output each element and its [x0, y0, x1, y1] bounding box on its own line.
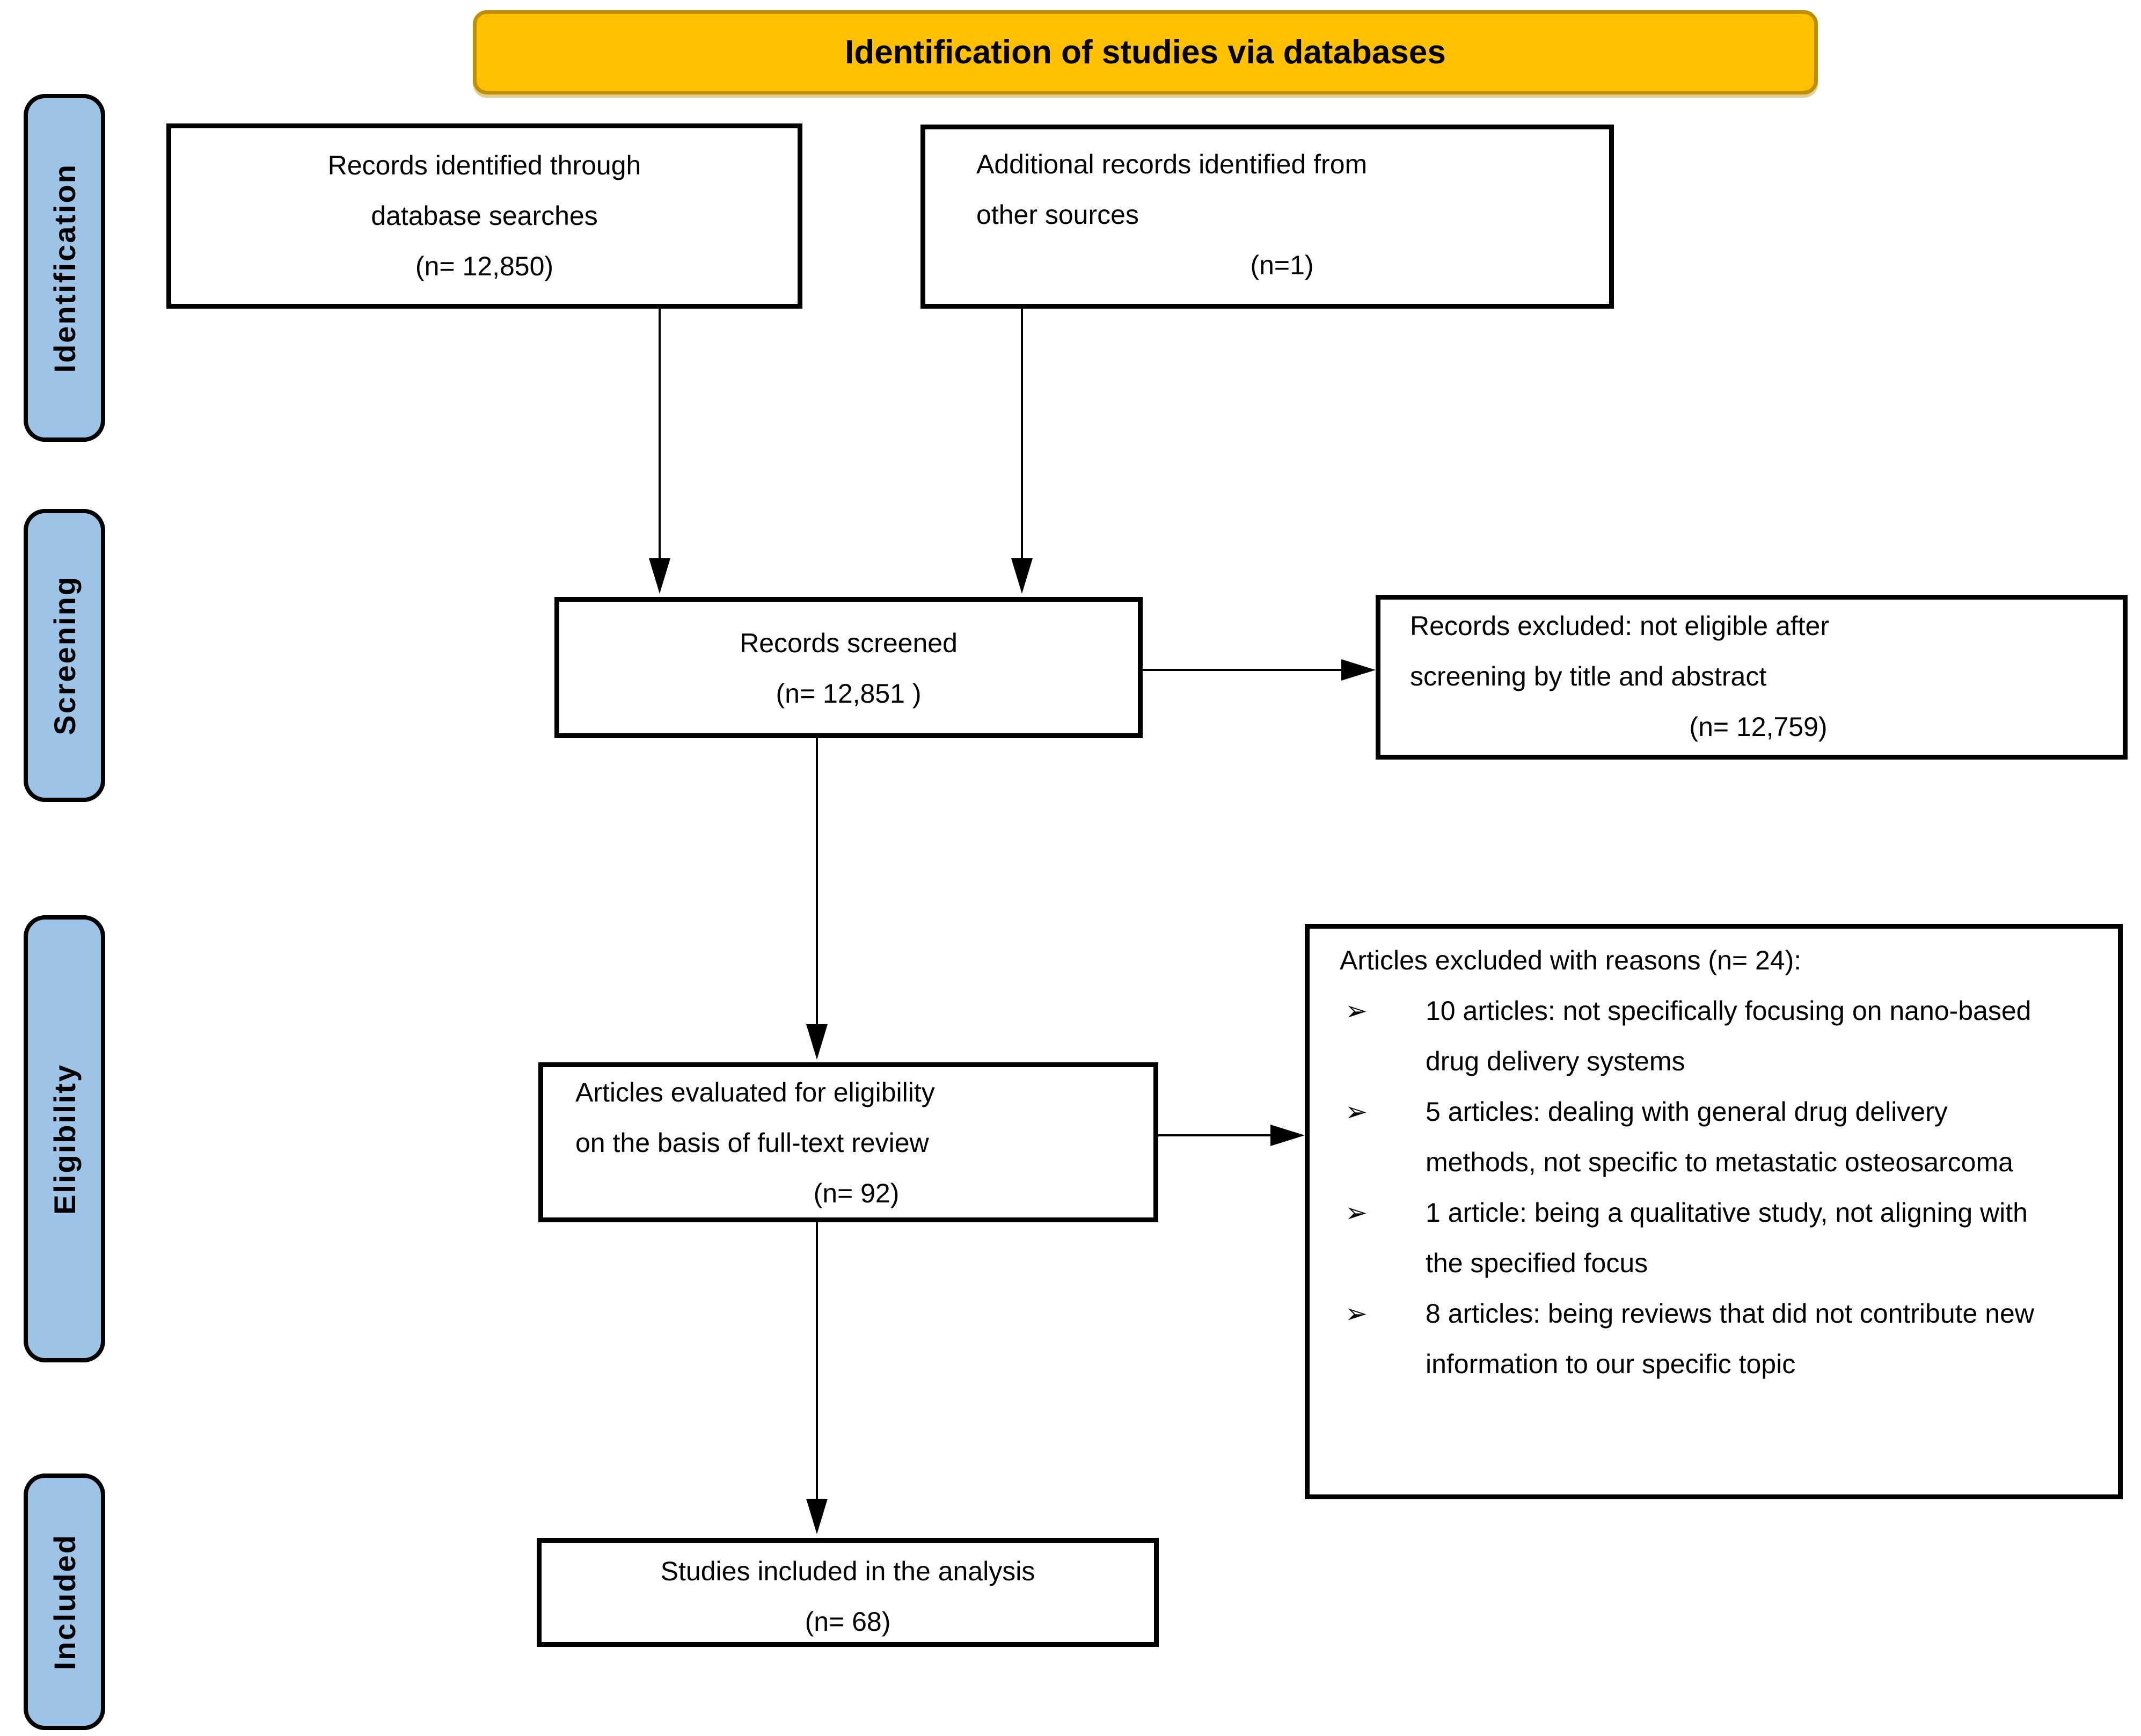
box-articles-excluded	[1305, 924, 2123, 1499]
exclusion-reason-text: 8 articles: being reviews that did not contribute new information to our specific topic	[1426, 1299, 2034, 1379]
additional-records-count: (n=1)	[1250, 250, 1314, 280]
exclusion-reason-item	[1340, 986, 2064, 1086]
stage-label-screening	[24, 509, 105, 802]
records-excluded-line1: Records excluded: not eligible after	[1410, 611, 1830, 641]
arrowhead-bullet-icon: ➢	[1345, 1299, 1368, 1329]
articles-evaluated-count: (n= 92)	[813, 1178, 900, 1208]
stage-label-eligibility-text: Eligibility	[47, 1063, 82, 1215]
banner-title: Identification of studies via databases	[845, 34, 1446, 71]
records-excluded-line2: screening by title and abstract	[1410, 661, 1767, 691]
arrow-evaluated-to-included-line	[816, 1222, 818, 1500]
arrow-db-to-screened-line	[659, 309, 661, 560]
exclusion-reason-item	[1340, 1187, 2064, 1288]
stage-label-identification	[24, 94, 105, 442]
records-identified-line2: database searches	[371, 201, 598, 231]
arrowhead-bullet-icon: ➢	[1345, 1198, 1368, 1228]
exclusion-reason-text: 5 articles: dealing with general drug delivery methods, not specific to metastatic osteosarcoma	[1426, 1097, 2013, 1177]
arrow-db-to-screened-head	[649, 558, 670, 594]
records-identified-count: (n= 12,850)	[415, 251, 554, 281]
studies-included-line1: Studies included in the analysis	[660, 1556, 1035, 1586]
box-articles-evaluated	[538, 1062, 1158, 1222]
arrow-other-to-screened-head	[1011, 558, 1033, 594]
stage-label-identification-text: Identification	[47, 163, 82, 373]
box-records-identified	[166, 123, 802, 309]
box-additional-records	[920, 125, 1614, 309]
arrow-other-to-screened-line	[1021, 309, 1023, 560]
arrowhead-bullet-icon: ➢	[1345, 1097, 1368, 1127]
studies-included-count: (n= 68)	[805, 1607, 891, 1637]
articles-excluded-reason-list	[1340, 986, 2064, 1389]
exclusion-reason-text: 1 article: being a qualitative study, not aligning with the specified focus	[1426, 1198, 2028, 1278]
arrow-evaluated-to-excluded-head	[1270, 1125, 1305, 1146]
arrow-screened-to-excluded-head	[1341, 659, 1376, 681]
records-identified-line1: Records identified through	[327, 150, 641, 180]
records-screened-line1: Records screened	[740, 628, 958, 658]
exclusion-reason-item	[1340, 1086, 2064, 1187]
records-screened-count: (n= 12,851 )	[776, 679, 922, 709]
additional-records-line1: Additional records identified from	[976, 149, 1368, 179]
arrow-screened-to-excluded-line	[1143, 669, 1342, 671]
arrowhead-bullet-icon: ➢	[1345, 996, 1368, 1026]
box-records-screened	[554, 597, 1143, 738]
articles-evaluated-line1: Articles evaluated for eligibility	[575, 1077, 935, 1107]
arrow-evaluated-to-excluded-line	[1158, 1134, 1272, 1136]
arrow-evaluated-to-included-head	[806, 1499, 828, 1534]
additional-records-line2: other sources	[976, 200, 1139, 230]
records-excluded-count: (n= 12,759)	[1689, 712, 1828, 742]
stage-label-eligibility	[24, 915, 105, 1362]
exclusion-reason-text: 10 articles: not specifically focusing on nano-based drug delivery systems	[1426, 996, 2032, 1076]
box-records-excluded	[1376, 595, 2128, 760]
banner	[473, 10, 1818, 94]
articles-excluded-header: Articles excluded with reasons (n= 24):	[1340, 945, 1802, 975]
stage-label-included	[24, 1474, 105, 1730]
box-studies-included	[537, 1538, 1159, 1647]
arrow-screened-to-evaluated-line	[816, 738, 818, 1026]
stage-label-included-text: Included	[47, 1533, 82, 1671]
stage-label-screening-text: Screening	[47, 575, 82, 735]
arrow-screened-to-evaluated-head	[806, 1024, 828, 1060]
exclusion-reason-item	[1340, 1288, 2064, 1389]
articles-evaluated-line2: on the basis of full-text review	[575, 1128, 929, 1158]
